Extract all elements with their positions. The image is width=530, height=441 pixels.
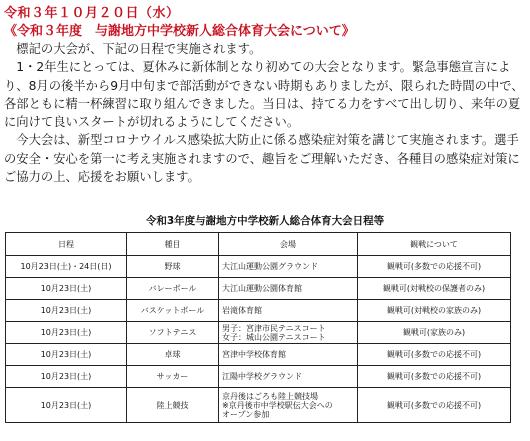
venue-line: 岩滝体育館 — [222, 306, 262, 315]
table-row — [6, 388, 511, 423]
article-body — [4, 40, 526, 186]
venue-line: オープン参加 — [222, 409, 270, 419]
table-row — [6, 344, 511, 366]
cell-date: 10月23日(土)・24日(日) — [6, 256, 127, 278]
cell-viewing: 観戦可(対戦校の家族のみ) — [358, 300, 511, 322]
cell-venue — [219, 300, 358, 322]
venue-line: 女子：城山公園テニスコート — [222, 332, 326, 342]
cell-sport: バレーボール — [127, 278, 219, 300]
cell-viewing: 観戦可(対戦校の保護者のみ) — [358, 278, 511, 300]
post-title: 《令和３年度 与謝地方中学校新人総合体育大会について》 — [4, 24, 355, 39]
schedule-table — [5, 232, 511, 423]
cell-date: 10月23日(土) — [6, 322, 127, 344]
venue-line: 大江山運動公園グラウンド — [222, 262, 318, 271]
cell-venue — [219, 388, 358, 423]
cell-venue — [219, 278, 358, 300]
header-sport: 種目 — [127, 233, 219, 256]
paragraph-1: 標記の大会が、下記の日程で実施されます。 — [16, 42, 262, 56]
cell-sport: 野球 — [127, 256, 219, 278]
cell-date: 10月23日(土) — [6, 366, 127, 388]
table-row — [6, 256, 511, 278]
venue-line: ※京丹後市中学校駅伝大会への — [222, 400, 333, 410]
table-row — [6, 366, 511, 388]
post-date: 令和３年１０月２０日（水） — [4, 6, 180, 21]
paragraph-2: 1・2年生にとっては、夏休みに新体制となり初めての大会となります。緊急事態宣言により、8月の後半から9月中旬まで部活動ができない時期もありましたが、限られた時間の中で、各部ともに精一杯練習に取り組んできました。当日は、持てる力をすべて出し切り、来年の夏に向けて良いスタートが切れるようにしてください。 — [4, 60, 524, 130]
cell-sport: サッカー — [127, 366, 219, 388]
cell-sport: 陸上競技 — [127, 388, 219, 423]
table-row — [6, 300, 511, 322]
cell-sport: 卓球 — [127, 344, 219, 366]
cell-viewing: 観戦可(家族のみ) — [358, 322, 511, 344]
cell-viewing: 観戦可(多数での応援不可) — [358, 366, 511, 388]
cell-date: 10月23日(土) — [6, 388, 127, 423]
venue-line: 江陽中学校グラウンド — [222, 372, 302, 381]
cell-venue — [219, 322, 358, 344]
paragraph-3: 今大会は、新型コロナウイルス感染拡大防止に係る感染症対策を講じて実施されます。選手の安全・安心を第一に考え実施されますので、趣旨をご理解いただき、各種目の感染症対策にご協力の上、応援をお願いします。 — [4, 133, 520, 185]
header-date: 日程 — [6, 233, 127, 256]
schedule-caption: 令和3年度与謝地方中学校新人総合体育大会日程等 — [145, 215, 385, 227]
venue-line: 男子：宮津市民テニスコート — [222, 323, 326, 333]
table-row — [6, 322, 511, 344]
cell-viewing: 観戦可(多数での応援不可) — [358, 344, 511, 366]
cell-date: 10月23日(土) — [6, 278, 127, 300]
cell-venue — [219, 366, 358, 388]
header-venue: 会場 — [219, 233, 358, 256]
header-viewing: 観戦について — [358, 233, 511, 256]
table-row — [6, 278, 511, 300]
table-header-row — [6, 233, 511, 256]
cell-sport: ソフトテニス — [127, 322, 219, 344]
cell-date: 10月23日(土) — [6, 300, 127, 322]
cell-venue — [219, 256, 358, 278]
cell-date: 10月23日(土) — [6, 344, 127, 366]
venue-line: 宮津中学校体育館 — [222, 350, 286, 359]
cell-viewing: 観戦可(多数での応援不可) — [358, 388, 511, 423]
cell-viewing: 観戦可(多数での応援不可) — [358, 256, 511, 278]
venue-line: 大江山運動公園体育館 — [222, 284, 302, 293]
cell-venue — [219, 344, 358, 366]
cell-sport: バスケットボール — [127, 300, 219, 322]
venue-line: 京丹後はごろも陸上競技場 — [222, 391, 318, 401]
